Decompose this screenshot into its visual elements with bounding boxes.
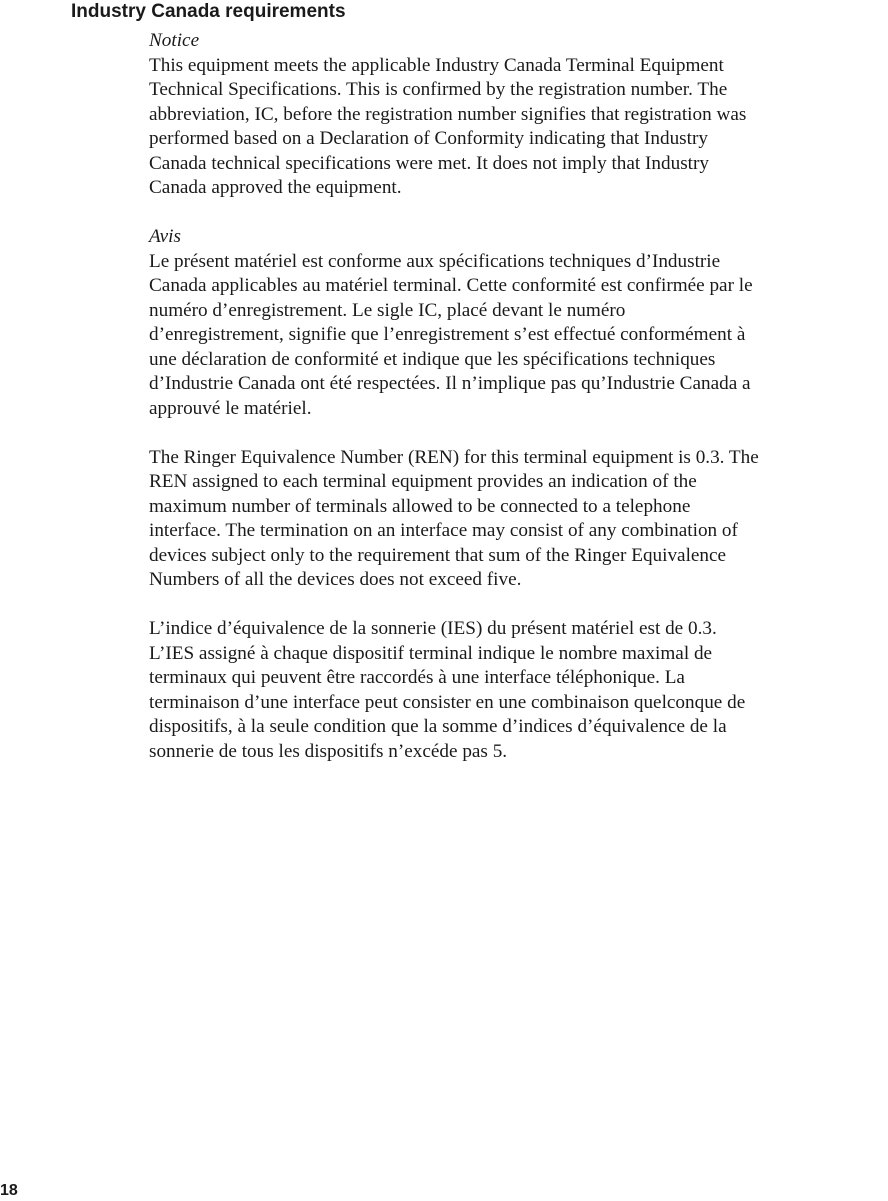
document-body [149, 29, 888, 764]
avis-title: Avis [149, 226, 181, 247]
avis-line: approuvé le matériel. [149, 397, 312, 419]
section-heading: Industry Canada requirements [71, 1, 346, 22]
ies-line: dispositifs, à la seule condition que la somme d’indices d’équivalence de la [149, 716, 727, 737]
notice-line: abbreviation, IC, before the registration number signifies that registration was [149, 103, 747, 125]
ies-line: sonnerie de tous les dispositifs n’excéde pas 5. [149, 740, 508, 762]
avis-line: Canada applicables au matériel terminal. Cette conformité est confirmée par le [149, 275, 753, 296]
ies-line: L’IES assigné à chaque dispositif terminal indique le nombre maximal de [149, 642, 713, 664]
ren-line: The Ringer Equivalence Number (REN) for this terminal equipment is 0.3. The [149, 446, 759, 468]
avis-line: d’enregistrement, signifie que l’enregistrement s’est effectué conformément à [149, 324, 746, 345]
notice-line: Canada approved the equipment. [149, 177, 402, 198]
notice-block [149, 29, 888, 201]
ies-line: terminaison d’une interface peut consister en une combinaison quelconque de [149, 691, 746, 713]
page-number: 18 [0, 1182, 18, 1199]
ies-line: L’indice d’équivalence de la sonnerie (IES) du présent matériel est de 0.3. [149, 618, 717, 639]
notice-line: Canada technical specifications were met. It does not imply that Industry [149, 152, 709, 174]
avis-line: d’Industrie Canada ont été respectées. Il n’implique pas qu’Industrie Canada a [149, 373, 751, 394]
notice-title: Notice [149, 30, 200, 51]
ren-line: REN assigned to each terminal equipment provides an indication of the [149, 471, 697, 492]
avis-block [149, 225, 888, 421]
notice-line: This equipment meets the applicable Industry Canada Terminal Equipment [149, 54, 724, 76]
ren-line: interface. The termination on an interface may consist of any combination of [149, 520, 738, 541]
notice-line: performed based on a Declaration of Conformity indicating that Industry [149, 128, 708, 149]
ies-paragraph [149, 617, 888, 764]
avis-line: numéro d’enregistrement. Le sigle IC, placé devant le numéro [149, 299, 626, 321]
avis-line: Le présent matériel est conforme aux spécifications techniques d’Industrie [149, 250, 721, 272]
ren-line: devices subject only to the requirement that sum of the Ringer Equivalence [149, 544, 727, 566]
avis-line: une déclaration de conformité et indique que les spécifications techniques [149, 348, 716, 370]
ren-line: maximum number of terminals allowed to be connected to a telephone [149, 495, 691, 517]
notice-line: Technical Specifications. This is confirmed by the registration number. The [149, 79, 728, 100]
ren-line: Numbers of all the devices does not exceed five. [149, 569, 522, 590]
ren-paragraph [149, 446, 888, 593]
ies-line: terminaux qui peuvent être raccordés à une interface téléphonique. La [149, 667, 685, 688]
